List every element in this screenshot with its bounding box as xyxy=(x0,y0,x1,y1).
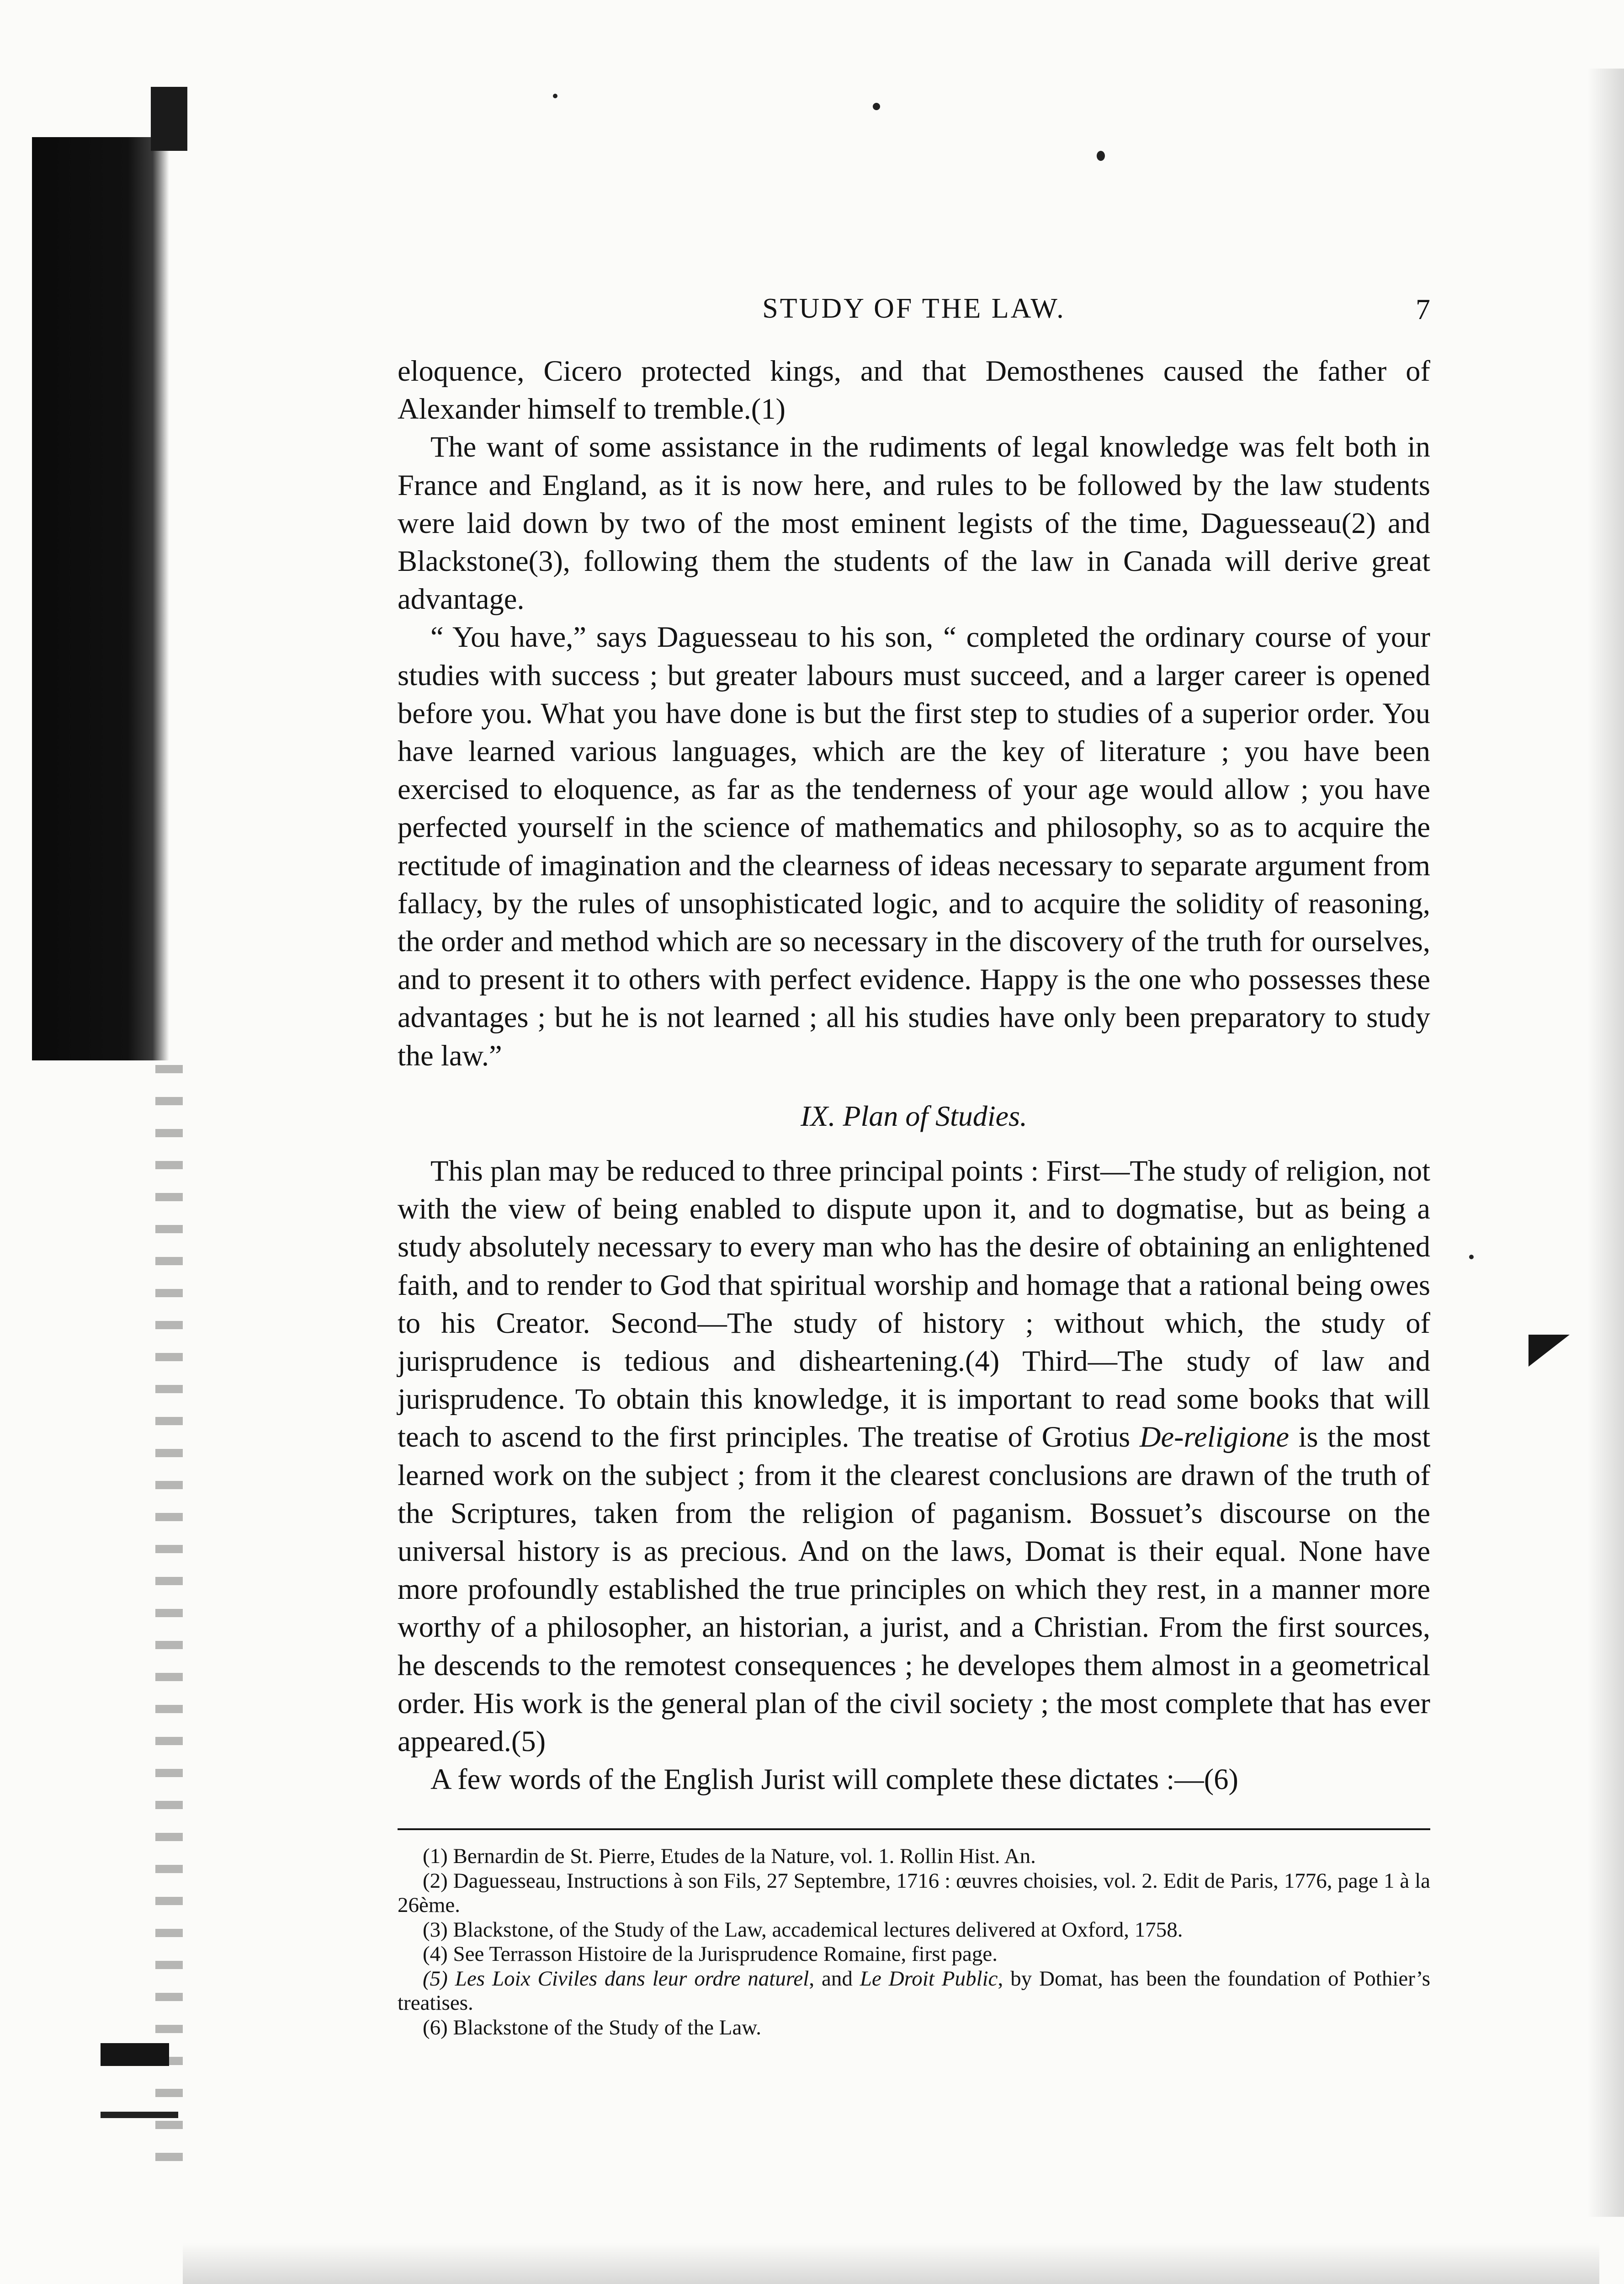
section-heading: IX. Plan of Studies. xyxy=(801,1100,1027,1132)
page-edge-shadow-bottom xyxy=(183,2243,1599,2284)
paragraph: A few words of the English Jurist will complete these dictates :—(6) xyxy=(430,1763,1239,1796)
body-text-bottom xyxy=(398,1152,1430,1798)
footnote: (4) See Terrasson Histoire de la Jurisprudence Romaine, first page. xyxy=(423,1942,998,1966)
footnote: (3) Blackstone, of the Study of the Law, accademical lectures delivered at Oxford, 1758. xyxy=(423,1917,1183,1942)
footnote-italic-title: Le Droit Public xyxy=(860,1966,998,1991)
footnote-italic-title: (5) Les Loix Civiles dans leur ordre naturel xyxy=(423,1966,809,1991)
binding-edge-marks xyxy=(155,1065,183,2162)
footnote: (1) Bernardin de St. Pierre, Etudes de la Nature, vol. 1. Rollin Hist. An. xyxy=(423,1844,1036,1868)
page-corner-mark xyxy=(1528,1335,1570,1367)
binding-shadow-top xyxy=(151,87,187,151)
speck xyxy=(1469,1255,1474,1259)
paragraph: The want of some assistance in the rudiments of legal knowledge was felt both in France and England, as it is now here, and rules to be followed by the law students were laid down by two of the most eminent legists of the time, Daguesseau(2) and Blackstone(3), following them the students of the law in Canada will derive great advantage. xyxy=(398,431,1430,616)
page-edge-shadow xyxy=(1587,69,1624,2217)
body-text-top xyxy=(398,352,1430,1075)
paragraph xyxy=(398,1152,1430,1760)
section-heading-block xyxy=(398,1097,1430,1135)
footnote: (2) Daguesseau, Instructions à son Fils, 27 Septembre, 1716 : œuvres choisies, vol. 2. Edit de Paris, 1776, page 1 à la 26ème. xyxy=(398,1869,1430,1917)
quoted-paragraph: “ You have,” says Daguesseau to his son, “ completed the ordinary course of your studies with success ; but greater labours must succeed, and a larger career is opened before you. What you have done is but the first step to studies of a superior order. You have learned various languages, which are the key of literature ; you have been exercised to eloquence, as far as the tenderness of your age would allow ; you have perfected yourself in the science of mathematics and philosophy, so as to acquire the rectitude of imagination and the clearness of ideas necessary to separate argument from fallacy, by the rules of unsophisticated logic, and to acquire the solidity of reasoning, the order and method which are so necessary in the discovery of the truth for ourselves, and to present it to others with perfect evidence. Happy is the one who possesses these advantages ; but he is not learned ; all his studies have only been preparatory to study the law.” xyxy=(398,621,1430,1072)
ink-smudge xyxy=(101,2043,169,2066)
speck xyxy=(553,94,557,98)
binding-shadow xyxy=(32,137,169,1060)
footnote-text: , and xyxy=(809,1966,860,1991)
footnote-text: , by Domat, has been the foundation of Pothier’s treatises. xyxy=(398,1966,1430,2015)
footnotes xyxy=(398,1844,1430,2040)
footnote xyxy=(398,1967,1430,2016)
paragraph-text: is the most learned work on the subject ; from it the clearest conclusions are drawn of the truth of the Scriptures, taken from the religion of paganism. Bossuet’s discourse on the universal history is as precious. And on the laws, Domat is their equal. None have more profoundly established the true principles on which they rest, in a manner more worthy of a philosopher, an historian, a jurist, and a Christian. From the first sources, he descends to the remotest consequences ; he developes them almost in a geometrical order. His work is the general plan of the civil society ; the most complete that has ever appeared.(5) xyxy=(398,1421,1430,1758)
paragraph-continuation: eloquence, Cicero protected kings, and that Demosthenes caused the father of Alexander himself to tremble.(1) xyxy=(398,355,1430,426)
speck xyxy=(1097,151,1105,161)
footnote-rule xyxy=(398,1828,1430,1830)
paragraph-text: This plan may be reduced to three principal points : First—The study of religion, not with the view of being enabled to dispute upon it, and to dogmatise, but as being a study absolutely necessary to every man who has the desire of obtaining an enlightened faith, and to render to God that spiritual worship and homage that a rational being owes to his Creator. Second—The study of history ; without which, the study of jurisprudence is tedious and disheartening.(4) Third—The study of law and jurisprudence. To obtain this knowledge, it is important to read some books that will teach to ascend to the first principles. The treatise of Grotius xyxy=(398,1155,1430,1453)
running-header xyxy=(398,293,1430,334)
ink-smudge xyxy=(101,2112,178,2118)
italic-title: De-religione xyxy=(1139,1421,1290,1453)
running-title: STUDY OF THE LAW. xyxy=(762,293,1066,324)
footnote: (6) Blackstone of the Study of the Law. xyxy=(423,2015,761,2039)
page-number: 7 xyxy=(1416,293,1430,325)
speck xyxy=(873,103,880,110)
